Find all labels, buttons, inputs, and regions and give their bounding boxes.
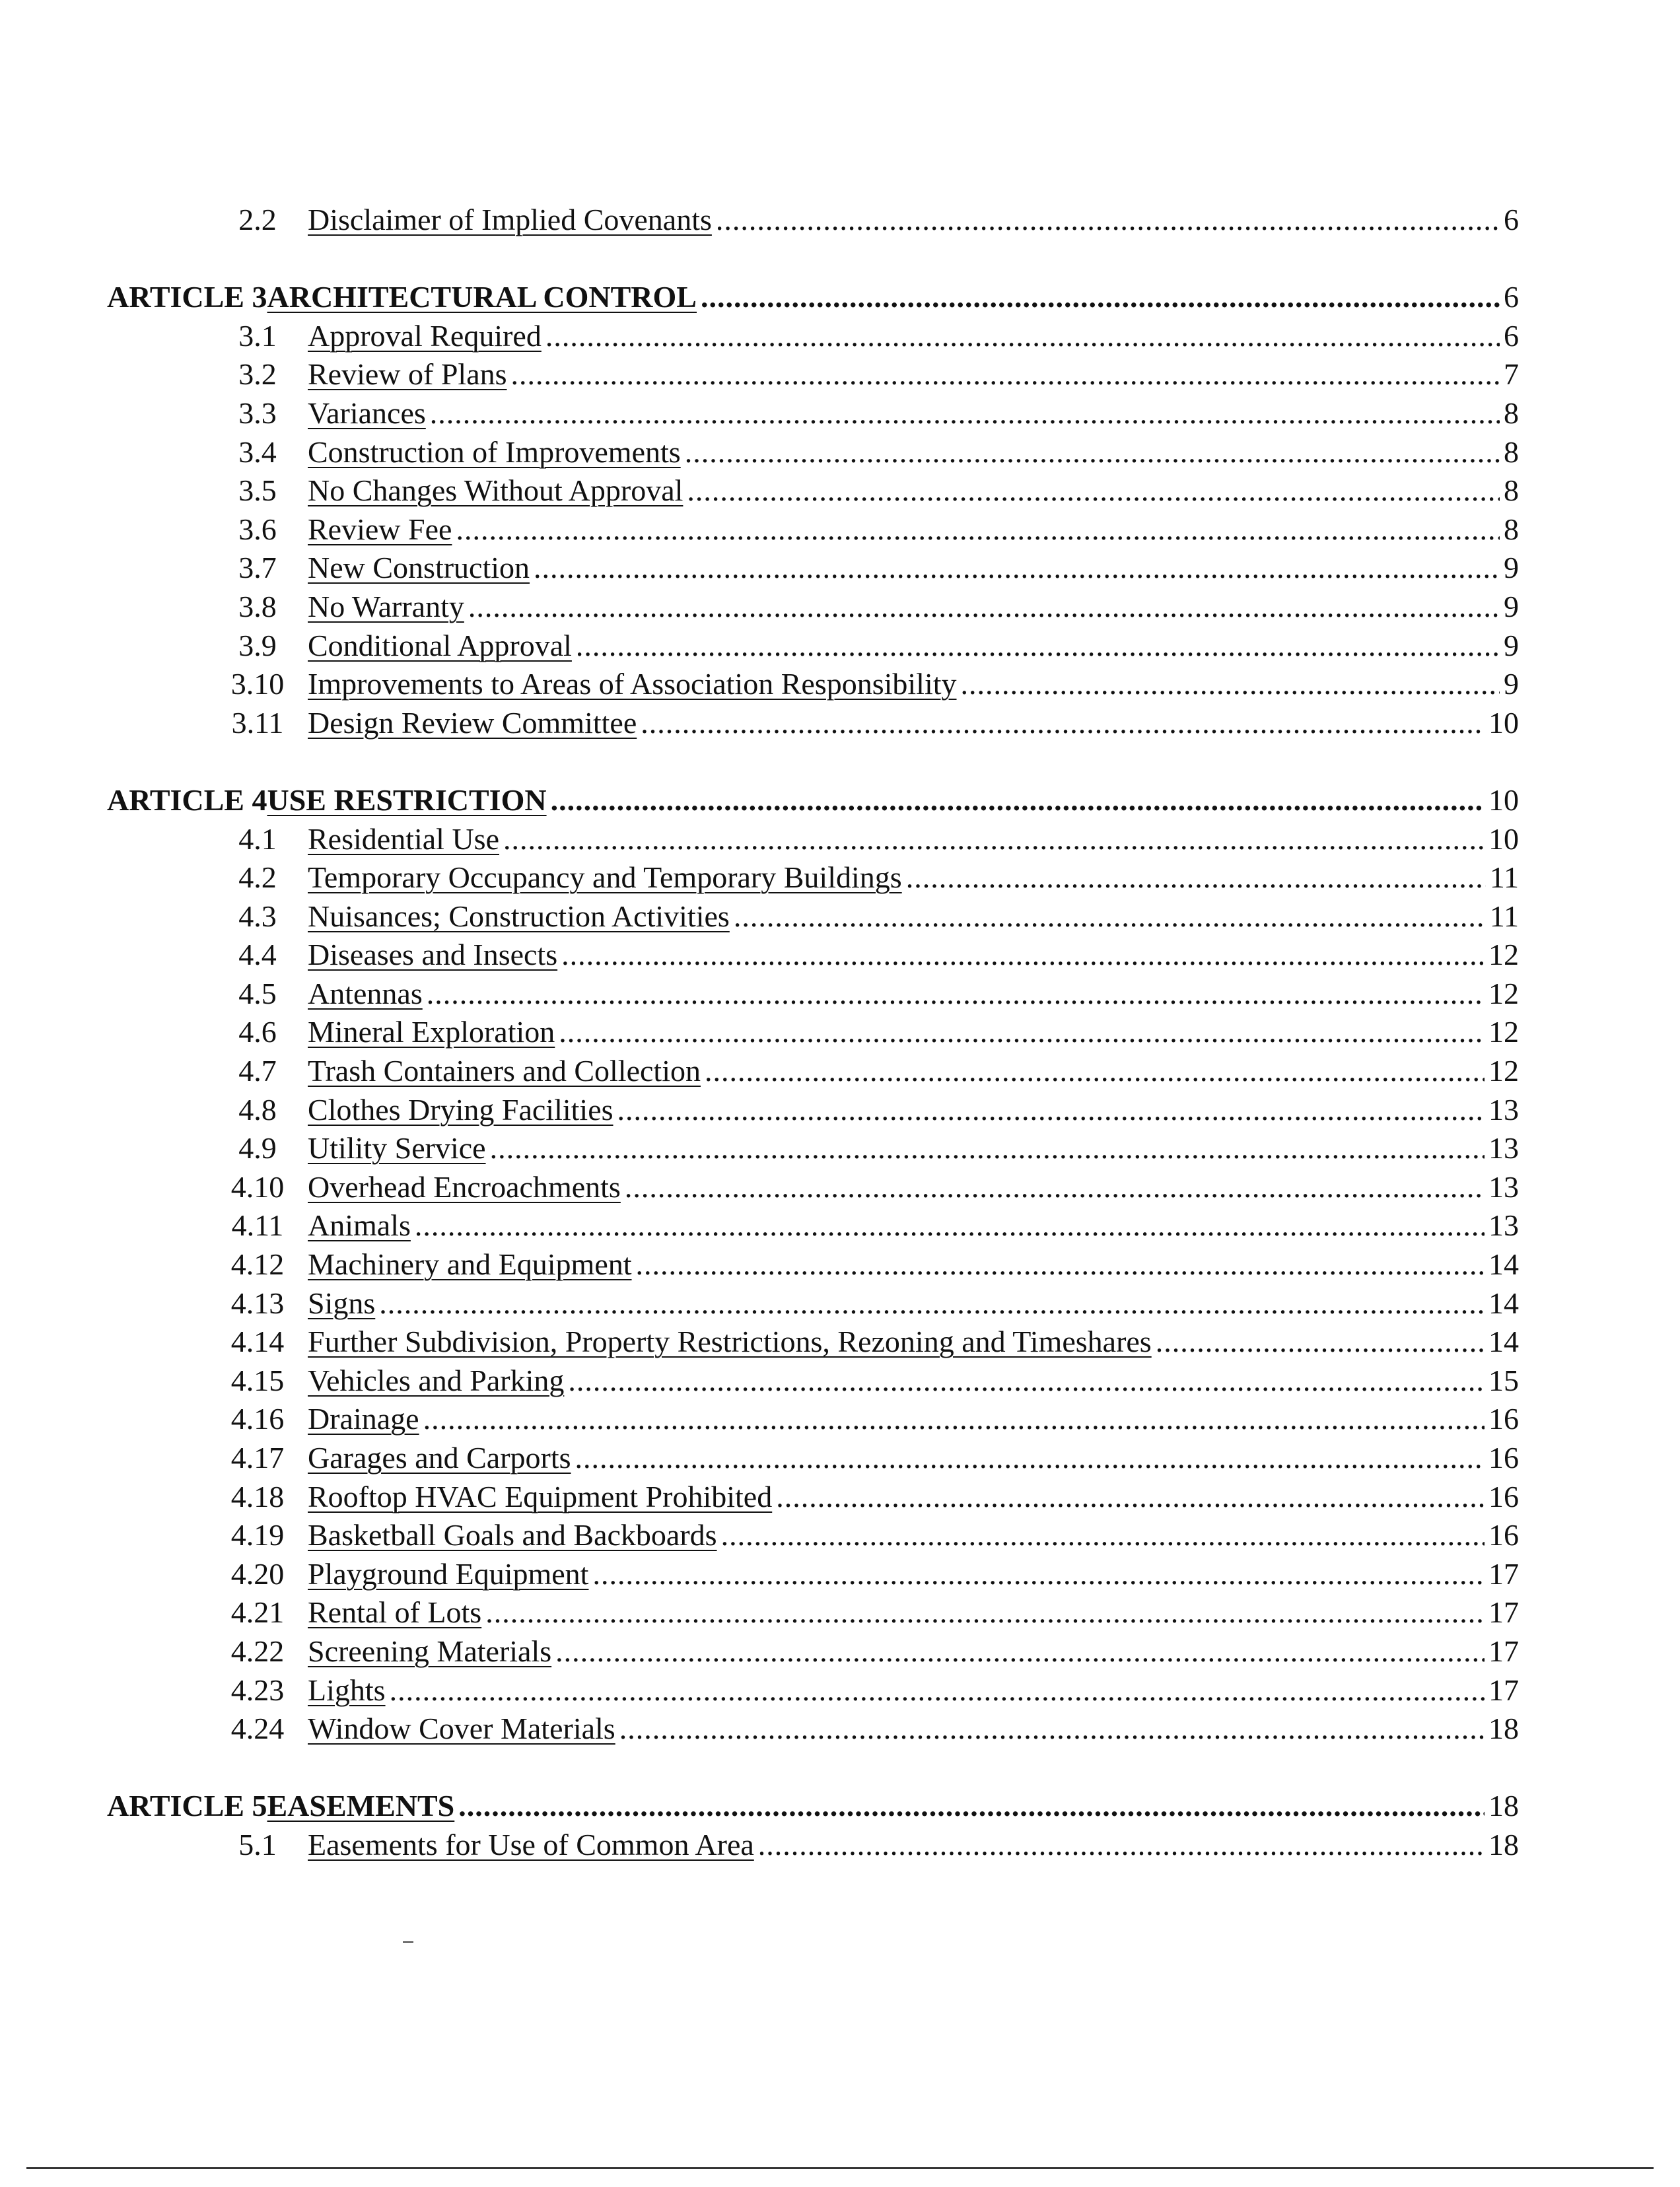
section-title[interactable]: Improvements to Areas of Association Responsibility xyxy=(308,667,957,701)
page-number: 13 xyxy=(1488,1208,1519,1243)
section-title[interactable]: Diseases and Insects xyxy=(308,938,558,972)
dot-leader xyxy=(490,1129,1485,1168)
page-number: 9 xyxy=(1504,628,1519,662)
page-number: 16 xyxy=(1488,1402,1519,1436)
section-title[interactable]: Lights xyxy=(308,1673,386,1707)
toc-spacer xyxy=(207,1749,1519,1788)
section-number: 4.17 xyxy=(230,1441,285,1475)
section-number: 4.7 xyxy=(238,1054,277,1088)
page-number: 16 xyxy=(1488,1518,1519,1552)
section-number: 3.4 xyxy=(238,434,277,469)
toc-entry[interactable] xyxy=(207,433,1519,472)
dot-leader xyxy=(559,1013,1485,1052)
dot-leader xyxy=(551,781,1485,820)
section-number: 3.5 xyxy=(238,473,277,508)
section-title[interactable]: Residential Use xyxy=(308,821,499,856)
dot-leader xyxy=(592,1555,1485,1594)
stray-mark xyxy=(403,1941,413,1943)
toc-entry[interactable] xyxy=(207,510,1519,549)
section-title[interactable]: Vehicles and Parking xyxy=(308,1363,565,1397)
page-number: 11 xyxy=(1489,860,1519,895)
section-number: 4.24 xyxy=(230,1712,285,1746)
section-number: 3.2 xyxy=(238,357,277,392)
dot-leader xyxy=(503,820,1485,859)
section-number: 4.4 xyxy=(238,938,277,972)
section-number: 4.21 xyxy=(230,1595,285,1630)
page-number: 9 xyxy=(1504,667,1519,701)
page-number: 17 xyxy=(1488,1556,1519,1591)
dot-leader xyxy=(961,665,1500,704)
section-title[interactable]: Approval Required xyxy=(308,318,542,353)
toc-entry[interactable] xyxy=(207,1362,1519,1401)
dot-leader xyxy=(430,394,1500,433)
toc-entry[interactable] xyxy=(207,1091,1519,1130)
section-number: 3.9 xyxy=(238,628,277,662)
section-title[interactable]: Playground Equipment xyxy=(308,1556,589,1591)
section-title[interactable]: Mineral Exploration xyxy=(308,1015,555,1049)
page-number: 14 xyxy=(1488,1286,1519,1320)
dot-leader xyxy=(1156,1323,1485,1362)
section-title[interactable]: Animals xyxy=(308,1208,411,1243)
toc-entry[interactable] xyxy=(207,936,1519,975)
section-title[interactable]: Rental of Lots xyxy=(308,1595,482,1630)
toc-entry[interactable] xyxy=(207,394,1519,433)
section-title[interactable]: Clothes Drying Facilities xyxy=(308,1092,613,1127)
section-number: 2.2 xyxy=(238,203,277,236)
dot-leader xyxy=(619,1710,1485,1749)
section-number: 4.11 xyxy=(231,1208,284,1243)
article-label: ARTICLE 4 xyxy=(107,782,267,817)
toc-entry[interactable] xyxy=(207,1284,1519,1323)
section-number: 4.22 xyxy=(230,1634,285,1668)
page-number: 9 xyxy=(1504,551,1519,585)
page-number: 6 xyxy=(1504,318,1519,353)
section-title[interactable]: New Construction xyxy=(308,551,530,585)
dot-leader xyxy=(576,627,1500,666)
section-title[interactable]: Basketball Goals and Backboards xyxy=(308,1518,717,1552)
section-number: 4.9 xyxy=(238,1131,277,1165)
section-title[interactable]: Rooftop HVAC Equipment Prohibited xyxy=(308,1479,773,1513)
section-number: 4.3 xyxy=(238,899,277,933)
section-number: 4.10 xyxy=(230,1169,285,1204)
dot-leader xyxy=(758,1826,1485,1865)
toc-spacer xyxy=(207,240,1519,279)
toc-entry[interactable] xyxy=(207,858,1519,897)
dot-leader xyxy=(721,1516,1485,1555)
toc-entry[interactable] xyxy=(207,471,1519,510)
section-title[interactable]: Temporary Occupancy and Temporary Buildings xyxy=(308,860,902,895)
page-number: 10 xyxy=(1488,705,1519,740)
toc-entry[interactable] xyxy=(207,1555,1519,1594)
section-title[interactable]: Drainage xyxy=(308,1402,419,1436)
dot-leader xyxy=(561,936,1485,975)
section-title[interactable]: Variances xyxy=(308,396,426,430)
section-number: 4.2 xyxy=(238,860,277,895)
dot-leader xyxy=(705,1052,1485,1091)
section-title[interactable]: Design Review Committee xyxy=(308,705,637,740)
page-number: 13 xyxy=(1488,1169,1519,1204)
page-number: 12 xyxy=(1488,976,1519,1010)
toc-spacer xyxy=(207,742,1519,781)
article-label: ARTICLE 5 xyxy=(107,1789,267,1823)
toc-entry[interactable] xyxy=(207,355,1519,394)
toc-entry[interactable] xyxy=(207,1245,1519,1284)
section-number: 4.14 xyxy=(230,1325,285,1359)
footer-rule xyxy=(26,2167,1654,2169)
dot-leader xyxy=(617,1091,1485,1130)
section-number: 4.13 xyxy=(230,1286,285,1320)
section-title[interactable]: Construction of Improvements xyxy=(308,434,681,469)
toc-entry[interactable] xyxy=(207,588,1519,627)
article-heading[interactable] xyxy=(107,1787,1519,1826)
section-number: 3.7 xyxy=(238,551,277,585)
dot-leader xyxy=(906,858,1486,897)
section-number: 4.20 xyxy=(230,1556,285,1591)
section-number: 4.18 xyxy=(230,1479,285,1513)
page-number: 9 xyxy=(1504,589,1519,623)
section-title[interactable]: Antennas xyxy=(308,976,423,1010)
toc-entry[interactable] xyxy=(207,201,1519,240)
page-number: 8 xyxy=(1504,512,1519,546)
section-title[interactable]: Overhead Encroachments xyxy=(308,1169,621,1204)
section-title[interactable]: Nuisances; Construction Activities xyxy=(308,899,730,933)
page-number: 17 xyxy=(1488,1595,1519,1630)
dot-leader xyxy=(427,975,1485,1014)
page-number: 16 xyxy=(1488,1479,1519,1513)
dot-leader xyxy=(458,1787,1485,1826)
section-title[interactable]: Further Subdivision, Property Restrictions, Rezoning and Timeshares xyxy=(308,1325,1152,1359)
section-number: 4.6 xyxy=(238,1015,277,1049)
section-number: 3.1 xyxy=(238,318,277,353)
toc-entry[interactable] xyxy=(207,975,1519,1014)
section-title[interactable]: Machinery and Equipment xyxy=(308,1247,632,1282)
toc-entry[interactable] xyxy=(207,549,1519,588)
section-title[interactable]: Review Fee xyxy=(308,512,452,546)
section-number: 4.16 xyxy=(230,1402,285,1436)
page-number: 6 xyxy=(1504,203,1519,236)
toc-entry[interactable] xyxy=(207,704,1519,743)
dot-leader xyxy=(776,1478,1485,1517)
section-title[interactable]: Garages and Carports xyxy=(308,1441,571,1475)
dot-leader xyxy=(390,1671,1485,1710)
page-number: 18 xyxy=(1488,1712,1519,1746)
toc-entry[interactable] xyxy=(207,1206,1519,1245)
dot-leader xyxy=(555,1632,1485,1671)
section-title[interactable]: Utility Service xyxy=(308,1131,486,1165)
section-title[interactable]: Conditional Approval xyxy=(308,628,572,662)
dot-leader xyxy=(468,588,1500,627)
section-title[interactable]: Window Cover Materials xyxy=(308,1712,615,1746)
dot-leader xyxy=(636,1245,1485,1284)
article-heading[interactable] xyxy=(107,781,1519,820)
article-title[interactable]: USE RESTRICTION xyxy=(267,782,547,817)
dot-leader xyxy=(568,1362,1485,1401)
page-number: 16 xyxy=(1488,1441,1519,1475)
toc-entry[interactable] xyxy=(207,1710,1519,1749)
page-number: 13 xyxy=(1488,1092,1519,1127)
page-number: 12 xyxy=(1488,938,1519,972)
page-number: 14 xyxy=(1488,1247,1519,1282)
section-title[interactable]: Easements for Use of Common Area xyxy=(308,1827,754,1861)
dot-leader xyxy=(415,1206,1485,1245)
section-number: 5.1 xyxy=(238,1827,277,1861)
page-number: 18 xyxy=(1488,1789,1519,1823)
toc-entry[interactable] xyxy=(207,1478,1519,1517)
page-number: 8 xyxy=(1504,396,1519,430)
toc-entry[interactable] xyxy=(207,1826,1519,1865)
toc-entry[interactable] xyxy=(207,317,1519,356)
dot-leader xyxy=(511,355,1500,394)
section-number: 4.19 xyxy=(230,1518,285,1552)
toc-entry[interactable] xyxy=(207,897,1519,936)
page-number: 11 xyxy=(1489,899,1519,933)
toc-entry[interactable] xyxy=(207,665,1519,704)
dot-leader xyxy=(575,1439,1485,1478)
dot-leader xyxy=(716,201,1500,240)
toc-entry[interactable] xyxy=(207,1516,1519,1555)
page-number: 12 xyxy=(1488,1054,1519,1088)
page-number: 10 xyxy=(1488,821,1519,856)
toc-entry[interactable] xyxy=(207,820,1519,859)
dot-leader xyxy=(485,1593,1485,1632)
page-number: 13 xyxy=(1488,1131,1519,1165)
dot-leader xyxy=(641,704,1485,743)
dot-leader xyxy=(379,1284,1485,1323)
dot-leader xyxy=(701,278,1500,317)
table-of-contents xyxy=(107,201,1519,1865)
section-title[interactable]: Review of Plans xyxy=(308,357,507,392)
page-number: 8 xyxy=(1504,473,1519,508)
dot-leader xyxy=(456,510,1500,549)
toc-entry[interactable] xyxy=(207,1400,1519,1439)
page-number: 7 xyxy=(1504,357,1519,392)
toc-entry[interactable] xyxy=(207,1593,1519,1632)
page-number: 14 xyxy=(1488,1325,1519,1359)
section-number: 4.12 xyxy=(230,1247,285,1282)
page-number: 6 xyxy=(1504,280,1519,314)
section-title[interactable]: Trash Containers and Collection xyxy=(308,1054,701,1088)
section-number: 3.6 xyxy=(238,512,277,546)
article-title[interactable]: ARCHITECTURAL CONTROL xyxy=(267,280,697,314)
article-title[interactable]: EASEMENTS xyxy=(267,1789,455,1823)
toc-entry[interactable] xyxy=(207,1671,1519,1710)
page-number: 17 xyxy=(1488,1634,1519,1668)
section-number: 3.10 xyxy=(230,667,285,701)
section-number: 3.3 xyxy=(238,396,277,430)
section-title[interactable]: Screening Materials xyxy=(308,1634,552,1668)
article-label: ARTICLE 3 xyxy=(107,280,267,314)
dot-leader xyxy=(534,549,1500,588)
section-title[interactable]: Signs xyxy=(308,1286,376,1320)
section-number: 3.8 xyxy=(238,589,277,623)
toc-entry[interactable] xyxy=(207,627,1519,666)
section-number: 4.1 xyxy=(238,821,277,856)
dot-leader xyxy=(734,897,1486,936)
toc-entry[interactable] xyxy=(207,1013,1519,1052)
article-heading[interactable] xyxy=(107,278,1519,317)
page-number: 12 xyxy=(1488,1015,1519,1049)
toc-entry[interactable] xyxy=(207,1323,1519,1362)
dot-leader xyxy=(423,1400,1485,1439)
section-number: 4.23 xyxy=(230,1673,285,1707)
dot-leader xyxy=(625,1168,1485,1207)
page-number: 10 xyxy=(1488,782,1519,817)
section-number: 4.5 xyxy=(238,976,277,1010)
page-number: 15 xyxy=(1488,1363,1519,1397)
page-number: 18 xyxy=(1488,1827,1519,1861)
page-number: 17 xyxy=(1488,1673,1519,1707)
toc-entry[interactable] xyxy=(207,1439,1519,1478)
toc-entry[interactable] xyxy=(207,1052,1519,1091)
page-number: 8 xyxy=(1504,434,1519,469)
dot-leader xyxy=(687,471,1500,510)
section-number: 4.8 xyxy=(238,1092,277,1127)
section-number: 3.11 xyxy=(231,705,284,740)
section-number: 4.15 xyxy=(230,1363,285,1397)
section-title[interactable]: No Warranty xyxy=(308,589,464,623)
section-title[interactable]: No Changes Without Approval xyxy=(308,473,683,508)
toc-entry[interactable] xyxy=(207,1129,1519,1168)
toc-entry[interactable] xyxy=(207,1632,1519,1671)
dot-leader xyxy=(685,433,1500,472)
section-title[interactable]: Disclaimer of Implied Covenants xyxy=(308,203,712,236)
toc-entry[interactable] xyxy=(207,1168,1519,1207)
dot-leader xyxy=(545,317,1500,356)
